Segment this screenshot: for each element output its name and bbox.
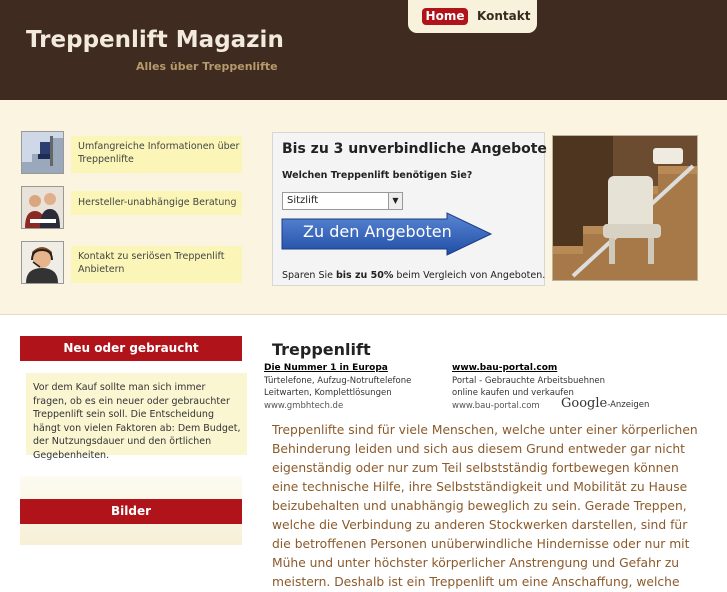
consultants-thumb-icon	[21, 186, 64, 229]
headset-agent-thumb-icon	[21, 241, 64, 284]
stairlift-thumb-icon	[21, 131, 64, 174]
article-title: Treppenlift	[272, 340, 371, 359]
ad-description: Türtelefone, Aufzug-Notruftelefone Leitwarten, Komplettlösungen	[264, 375, 412, 398]
article-body: Treppenlifte sind für viele Menschen, welche unter einer körperlichen Behinderung leiden und sich aus diesem Grund entweder gar nicht eigenständig oder nur zum Teil selbstständig fortbewegen können eine technische Hilfe, ihre Selbstständigkeit und Mobilität zu Hause beizubehalten und unabhängig beweglich zu sein. Gerade Treppen, welche die Verbindung zu anderen Stockwerken darstellen, sind für die betroffenen Personen unüberwindliche Hindernisse oder nur mit Mühe und unter höchster körperlicher Anstrengung und Gefahr zu meistern. Deshalb ist ein Treppenlift um eine Anschaffung, welche	[272, 423, 698, 589]
lift-type-value: Sitzlift	[287, 195, 319, 206]
google-ads-brand: Google	[561, 396, 608, 411]
site-header	[0, 0, 727, 100]
chevron-down-icon[interactable]: ▼	[388, 193, 402, 209]
ad-description: Portal - Gebrauchte Arbeitsbuehnen online kaufen und verkaufen	[452, 375, 605, 398]
offers-button-label: Zu den Angeboten	[303, 222, 452, 241]
feature-info-text: Umfangreiche Informationen über Treppenlifte	[78, 141, 240, 165]
offer-question-label: Welchen Treppenlift benötigen Sie?	[282, 170, 473, 181]
note-text-bold: bis zu 50%	[336, 270, 394, 281]
ad-url[interactable]: www.bau-portal.com	[452, 400, 540, 411]
note-text-pre: Sparen Sie	[282, 270, 336, 281]
feature-contact	[71, 246, 242, 283]
sidebar-header-images: Bilder	[20, 499, 242, 524]
nav-kontakt-link[interactable]: Kontakt	[477, 9, 531, 23]
ad-block[interactable]	[264, 362, 450, 412]
note-text-post: beim Vergleich von Angeboten.	[393, 270, 546, 281]
site-tagline: Alles über Treppenlifte	[136, 60, 278, 73]
ad-title[interactable]: www.bau-portal.com	[452, 363, 558, 373]
site-title[interactable]: Treppenlift Magazin	[26, 27, 284, 53]
sidebar-text-box: Vor dem Kauf sollte man sich immer fragen, ob es ein neuer oder gebrauchter Treppenlift sein soll. Die Entscheidung hängt von vielen Faktoren ab: Dem Budget, der Nutzungsdauer und den örtlichen Gegebenheiten.	[26, 373, 247, 455]
offer-title: Bis zu 3 unverbindliche Angebote	[282, 141, 547, 157]
feature-info	[71, 136, 242, 173]
feature-contact-text: Kontakt zu seriösen Treppenlift Anbietern	[78, 251, 225, 275]
google-ads-suffix: -Anzeigen	[607, 400, 650, 410]
feature-advice	[71, 191, 242, 215]
offers-button[interactable]	[281, 212, 493, 256]
offer-form	[272, 132, 545, 286]
offer-savings-note	[282, 270, 545, 281]
ad-url[interactable]: www.gmbhtech.de	[264, 400, 344, 411]
sidebar-header-new-used: Neu oder gebraucht	[20, 336, 242, 361]
lift-type-select[interactable]	[282, 192, 403, 210]
feature-advice-text: Hersteller-unabhängige Beratung	[78, 197, 237, 208]
top-navigation	[408, 0, 537, 33]
google-ads-label[interactable]	[561, 396, 649, 411]
stairlift-photo	[552, 135, 698, 281]
nav-home-link[interactable]: Home	[422, 8, 468, 25]
ad-title[interactable]: Die Nummer 1 in Europa	[264, 363, 388, 373]
